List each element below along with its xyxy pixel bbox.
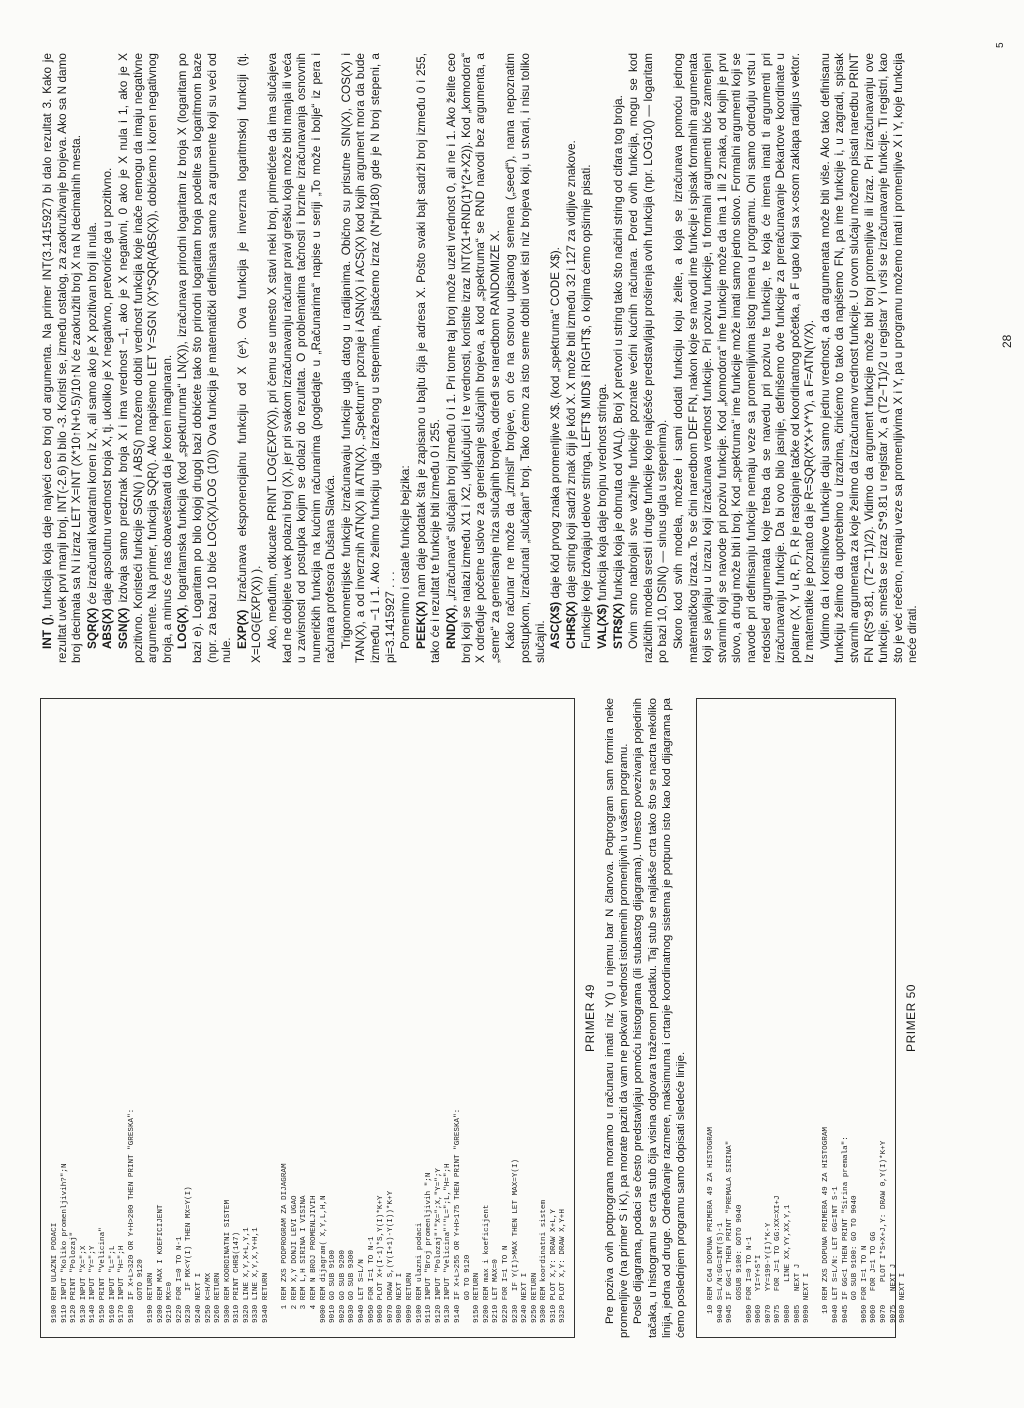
page-number: 28 bbox=[1000, 334, 1014, 348]
code-line: GOSUB 9100: GOTO 9040 bbox=[736, 1204, 744, 1323]
paragraph-text: Ovim smo nabrojali sve važnije funkcije poznate većini kućnih računara. Pored ovih funkcija, mogu se kod različitih modela sresti i druge funkcije koje najčešće predstavljaju proširenja ovih funkcija (npr. LOG10() — logaritam po bazi 10, DSIN() — sinus ugla u stepenima). bbox=[626, 53, 670, 663]
paragraph-text: funkcija koja je obrnuta od VAL(). Broj X pretvori u string tako što načini string od cifara tog broja. bbox=[610, 95, 625, 604]
paragraph bbox=[626, 53, 670, 663]
keyword: ASC(X$) bbox=[548, 601, 563, 649]
code-line: 9080 LINE XX,YY,XX,Y,1 bbox=[783, 1204, 792, 1323]
keyword: ABS(X) bbox=[100, 608, 115, 649]
keyword: CHR$(X) bbox=[563, 601, 578, 649]
code-line: 9070 YY=199-Y(I)*K-Y bbox=[764, 1222, 773, 1323]
code-line: 9220 FOR I=1 TO N bbox=[501, 1245, 510, 1323]
paragraph bbox=[339, 53, 397, 663]
paragraph bbox=[595, 53, 610, 663]
code-line: 9220 FOR I=0 TO N-1 bbox=[175, 1236, 184, 1323]
code-line: 9320 LINE X,Y,X+L,Y,1 bbox=[242, 1227, 251, 1323]
code-line: 9085 NEXT J bbox=[793, 1263, 802, 1323]
code-line: 9000 REM dijagram( X,Y,L,H,N bbox=[319, 1195, 328, 1323]
paragraph-text: Pomenimo i ostale funkcije bejzika: bbox=[398, 465, 413, 649]
code-line: 9130 INPUT "X=";X bbox=[79, 1245, 88, 1323]
keyword: SGN(X) bbox=[115, 607, 130, 649]
paragraph-text: , funkcija koja daje najveći ceo broj od argumenta. Na primer INT(3.1415927) bi dalo rezultat 3. Kako je rezultat uvek prvi manji broj, INT(-2.6) bi bilo -3. Koristi se, između ostalog, za zaokruživanje brojeva. Ako sa N damo broj decimala sa N i izraz LET X=INT (X*10↑N+0.5)/10↑N će zaokružiti broj X na N decimalnih mesta. bbox=[40, 53, 84, 663]
code-line: 9060 YI=Y+S*I bbox=[755, 1254, 764, 1323]
code-line: 9040 S=L/N:GG=INT(S)-1 bbox=[716, 1222, 725, 1323]
code-line: 9090 NEXT I bbox=[803, 1272, 812, 1323]
paragraph bbox=[818, 53, 920, 663]
code-line: GO TO 9120 bbox=[463, 1254, 472, 1323]
code-line: 9170 INPUT "H=";H bbox=[118, 1245, 127, 1323]
code-line: GOTO 9120 bbox=[137, 1259, 146, 1323]
code-line: 9300 REM KOORDINATNI SISTEM bbox=[223, 1199, 232, 1323]
code-line: 9080 NEXT I bbox=[899, 1272, 908, 1323]
code-line: 9240 NEXT I bbox=[194, 1272, 203, 1323]
paragraph-text: Ako, međutim, otkucate PRINT LOG(EXP(X)), pri čemu se umesto X stavi neki broj, primetićete da ima slučajeva kad ne dobijete uvek polazni broj (X), jer pri svakom izračunavanju računar pravi grešku koja može biti manja ili veća u zavisnosti od postupka kojim se dolazi do rezultata. O problematima tačnosti i brzine izračunavanja osnovnih numeričkih funkcija na kućnim računarima (pogledajte u „Računarima“ napise u seriji „To može i bolje“ iz pera i računara profesora Dušana Slavića. bbox=[264, 53, 338, 663]
paragraph-text: Skoro kod svih modela, možete i sami dodati funkciju koju želite, a koja se izračunava pomoću jednog matematičkog izraza. To se čini naredbom DEF FN, nakon koje se navodi ime funkcije i spisak formalnih argumenata koji se javljaju u izrazu koji izračunava vrednost funkcije. Pri pozivu funkcije, ti formalni argumenti biće zamenjeni stvarnim koji se navode pri pozivu funkcije. Kod „komodora“ ime funkcije može da ima 1 ili 2 znaka, od kojih je prvi slovo, a drugi može biti i broj. Kod „spektruma“ ime funkcije može imati samo jedno slovo. Formalni argumenti koji se navode pri definisanju funkcije nemaju veze sa promenljivima istog imena u programu. Oni samo određuju vrstu i redosled argumenata koje treba da se navedu pri pozivu te funkcije, te koja će imena imati ti argumenti pri izračunavanju funkcije. Da bi ovo bilo jasnije, definišemo dve funkcije za preračunavanje Dekartove koordinate u polarne (X, Y u R, F). R je rastojanje tačke od koordinatnog početka, a F ugao koji sa x-osom zaklapa radijus vektor. Iz matematike je poznato da je R=SQR(X*X+Y*Y), a F=ATN(Y/X). bbox=[670, 53, 817, 663]
code-line: 9310 PRINT CHR$(147) bbox=[233, 1231, 242, 1323]
paragraph-text: izdvaja samo predznak broja X i ima vrednost −1, ako je X negativni, 0 ako je X nula i 1, ako je X pozitivno. Koristeći funkcije SGN() i ABS() možemo dobiti vrednost funkcija koje inače nemogu da imaju negativne argumente. Na primer, funkcija SQR(). Ako napišemo LET Y=SGN (X)*SQR(ABS(X)), dobićemo i koren negativnog broja, a minus će nas obaveštavati da je koren imaginaran. bbox=[115, 53, 174, 663]
code-line bbox=[272, 713, 282, 1323]
code-line: 9110 INPUT "Koliko promenljivih?";N bbox=[60, 1163, 69, 1323]
left-column bbox=[40, 698, 1000, 1338]
code-line bbox=[813, 713, 823, 1323]
code-line: 9240 NEXT I bbox=[521, 1272, 530, 1323]
code-line: 9070 PLOT I*S+X+J,Y: DRAW 0,Y(I)*K+Y bbox=[879, 1140, 888, 1323]
code-line: 9320 PLOT X,Y: DRAW X,Y+H bbox=[559, 1209, 568, 1323]
paragraph-text: , „izračunava“ slučajan broj između 0 i 1. Pri tome taj broj može uzeti vrednost 0, ali ne i 1. Ako želite ceo broj koji se nalazi između X1 i X2, uključujući i te vrednosti, koristite izraz INT(X1+RND(1)*(2+X2)). Kod „komodora“ X određuje početne uslove za generisanje slučajnih brojeva, a kod „spektruma“ se RND navodi bez argumenta, a „seme“ za generisanje niza slučajnih brojeva, određi se naredbom RANDOMIZE X. bbox=[444, 53, 502, 663]
code-line: 9070 DRAW S,(Y(I+1)-Y(I))*K+Y bbox=[386, 1190, 395, 1323]
code-line: 9210 MX=0 bbox=[166, 1281, 175, 1323]
paragraph-text: će izračunati kvadratni koren iz X, ali samo ako je X pozitivan broj ili nula. bbox=[84, 222, 99, 608]
code-line: 9250 K=H/MX bbox=[204, 1272, 213, 1323]
paragraph-text: daje kôd prvog znaka promenljive X$. (kod „spektruma“ CODE X$). bbox=[548, 247, 563, 602]
code-line: 9120 INPUT "Polozaj"'"X=";X,"Y=";Y bbox=[434, 1168, 443, 1323]
paragraph-text: izračunava eksponencijalnu funkciju od X (eˣ). Ova funkcija je inverzna logaritmskoj funkciji (tj. X=LOG(EXP(X)) ). bbox=[234, 53, 264, 663]
paragraph-text: Vidimo da i korisnikove funkcije daju samo jednu vrednost, a da argumenata može biti više. Ako tako definisanu funkciju želimo da upotrebimo u izrazima, činićemo to tako da napišemo FN, pa ime funkcije i, u zagradi, spisak stvarnih argumenata za koje želimo da izračunamo vrednost funkcije. U ovom slučaju možemo pisati naredbu PRINT FN R(S*9.81, (T2−T1)/2). Vidimo da argument funkcije može biti broj promenljive ili izraz. Pri izračunavanju ove funkcije, smešta se izraz S*9.81 u registar X, a (T2−T1)/2 u registar Y i vrši se izračunavanje funkcije. Ti registri, kao što je već rečeno, nemaju veze sa promenljivima X i Y, pa u programu možemo imati i promenljive X i Y, koje funkcija neće dirati. bbox=[817, 53, 920, 663]
code-line: 9050 FOR I=0 TO N-1 bbox=[745, 1236, 754, 1323]
code-line: 9045 IF GG<1 THEN PRINT "PREMALA SIRINA" bbox=[726, 1140, 735, 1323]
paragraph bbox=[40, 53, 84, 663]
code-line: 9060 FOR J=1 TO GG bbox=[870, 1231, 879, 1323]
paragraph-text: , logaritamska funkcija (kod „spekturruma“ LN(X)), izračunava prirodni logaritam iz broja X (logaritam po bazi e). Logaritam po bilo kojoj drugoj bazi dobićete tako što prirodni logaritam broja podelite sa logaritmom baze (npr. za bazu 10 biće LOG(X)/LOG (10)) Ova funkcija je matematički definisana samo za argumente koji su veći od nule. bbox=[175, 53, 234, 663]
code-line: 9110 INPUT "Broj promenljivih ";N bbox=[425, 1172, 434, 1323]
caption-primer-50: PRIMER 50 bbox=[904, 984, 919, 1052]
code-line: 4 REM N BROJ PROMENLJIVIH bbox=[310, 1195, 319, 1323]
code-line: GO SUB 9100: GO TO 9040 bbox=[851, 1195, 860, 1323]
paragraph-text: Kako računar ne može da „izmisli“ brojeve, on će na osnovu upisanog semena („seed“), nama nepoznatim postupkom, izračunati „slučajan“ broj. Tako ćemo za isto seme dobiti uvek isti niz brojeva koji, u stvari, i nisu toliko slučajni. bbox=[503, 53, 547, 663]
code-line: 9050 FOR I=1 TO N bbox=[860, 1245, 869, 1323]
code-line: 9130 INPUT "Velicina"'"L=";L,"H=";H bbox=[444, 1163, 453, 1323]
code-line: 9330 LINE X,Y,X,Y+H,1 bbox=[252, 1227, 261, 1323]
code-line: 9075 FOR J=1 TO GG:XX=XI+J bbox=[774, 1195, 783, 1323]
page-marker: 5 bbox=[995, 42, 1006, 48]
paragraph bbox=[398, 53, 413, 663]
code-line: 9020 GO SUB 9200 bbox=[338, 1250, 347, 1323]
keyword: PEEK(X) bbox=[413, 601, 428, 649]
code-line: 9080 NEXT I bbox=[396, 1272, 405, 1323]
paragraph bbox=[414, 53, 443, 663]
paragraph-text: Trigonometrijske funkcije izračunavaju funkcije ugla datog u radijanima. Obično su prisutne SIN(X), COS(X) i TAN(X), a od inverznih ATN(X) ili ATN(X). „Spektrum“ poznaje i ASN(X) i ACS(X) kod kojih argument mora da bude između −1 i 1. Ako želimo funkciju ugla izraženog u stepenima, pišaćemo izraz (N*pi/180) gde je N broj stepeni, a pi=3.1415927 . . . bbox=[338, 53, 397, 663]
keyword: STR$(X) bbox=[610, 603, 625, 649]
code-line: 9030 GO SUB 9300 bbox=[348, 1250, 357, 1323]
paragraph bbox=[564, 53, 579, 663]
code-listing-primer-50 bbox=[696, 698, 908, 1338]
keyword: EXP(X) bbox=[234, 609, 249, 649]
code-line: 10 REM ZXS DOPUNA PRIMERA 49 ZA HISTOGRAM bbox=[822, 1127, 831, 1323]
code-line: 9260 RETURN bbox=[214, 1272, 223, 1323]
code-line: 9150 RETURN bbox=[473, 1272, 482, 1323]
code-line: 9300 REM koordinatni sistem bbox=[540, 1199, 549, 1323]
caption-primer-49: PRIMER 49 bbox=[583, 984, 597, 1052]
code-line: 9160 INPUT "L=";L bbox=[108, 1245, 117, 1323]
paragraph-text: funkcija koja daje brojnu vrednost stringa. bbox=[594, 383, 609, 604]
paragraph bbox=[503, 53, 547, 663]
code-line: 9100 REM ULAZNI PODACI bbox=[51, 1222, 59, 1323]
code-line: 9060 PLOT X+(I-1)*S,Y(I)*K+Y bbox=[377, 1195, 386, 1323]
code-line: 9100 REM ulazni podaci bbox=[415, 1222, 424, 1323]
code-line: 9040 LET S=L/N bbox=[358, 1259, 366, 1323]
code-line: 9180 IF X+L>320 OR Y+H>200 THEN PRINT "GRESKA": bbox=[127, 1108, 136, 1323]
paragraph: Posle dijagrama, podaci se često predstavljaju pomoću histograma (ili stubastog dijagrama). Umesto povezivanja pojedinih tačaka, u histogramu se crta stub čija visina odgovara traženom podatku. Taj stub se najlakše crta tako što se nacrta nekoliko linija, jedna od druge. Određivanje razmere, maksimuma i crtanje koordinatnog sistema je potpuno isto kao kod dijagrama pa ćemo poslednjem programu samo dopisati sledeće linije. bbox=[632, 698, 688, 1338]
code-line: 9010 GO SUB 9100 bbox=[329, 1250, 338, 1323]
paragraph-text: daje string koji sadrži znak čiji je kôd X. X može biti između 32 i 127 za vidljive znakove. bbox=[563, 140, 578, 602]
code-line: 9140 INPUT "Y=";Y bbox=[89, 1245, 98, 1323]
paragraph bbox=[671, 53, 817, 663]
keyword: INT () bbox=[40, 617, 54, 649]
paragraph-text: daje apsolutnu vrednost broja X, tj. ukoliko je X negativno, pretvoriće ga u pozitivno. bbox=[100, 167, 115, 609]
code-line: 9230 IF MX<Y(I) THEN MX=Y(I) bbox=[185, 1186, 194, 1323]
paragraph bbox=[265, 53, 338, 663]
code-line: 9200 REM max i koeficijent bbox=[482, 1204, 491, 1323]
paragraph-text: nam daje podatak šta je zapisano u bajtu čija je adresa X. Pošto svaki bajt sadrži broj između 0 i 255, tako će i rezultat te funkcije biti između 0 i 255. bbox=[413, 53, 443, 663]
keyword: RND(X) bbox=[444, 607, 459, 649]
paragraph bbox=[100, 53, 115, 663]
code-line: 9050 FOR I=1 TO N-1 bbox=[367, 1236, 376, 1323]
paragraph bbox=[548, 53, 563, 663]
code-line: 9120 PRINT "Polozaj" bbox=[70, 1231, 79, 1323]
paragraph: Pre poziva ovih potprograma moramo u računaru imati niz Y() u njemu bar N članova. Potprogram sam formira neke promenljive (na primer S i K), pa morate paziti da vam ne pokvari vrednost istoimenih promenljivih u vašem programu. bbox=[604, 698, 631, 1338]
code-line: 9230 IF Y(I)>MAX THEN LET MAX=Y(I) bbox=[511, 1158, 520, 1323]
code-line: 9045 IF GG<1 THEN PRINT "Sirina premala": bbox=[841, 1136, 850, 1323]
code-line: 9040 LET S=L/N: LET GG=INT S-1 bbox=[831, 1186, 840, 1323]
code-line: 10 REM C64 DOPUNA PRIMERA 49 ZA HISTOGRAM bbox=[707, 1127, 716, 1323]
keyword: LOG(X) bbox=[175, 607, 190, 649]
code-line: 9250 RETURN bbox=[530, 1272, 539, 1323]
code-line: 9340 RETURN bbox=[262, 1272, 271, 1323]
paragraph bbox=[579, 53, 594, 663]
code-line: 9140 IF X+L>255 OR Y+H>175 THEN PRINT "GRESKA": bbox=[453, 1108, 462, 1323]
paragraph bbox=[175, 53, 233, 663]
code-line: 3 REM L,H SIRINA I VISINA bbox=[300, 1195, 309, 1323]
code-line: 9190 RETURN bbox=[146, 1272, 155, 1323]
code-listing-primer-49 bbox=[40, 698, 575, 1338]
paragraph bbox=[611, 53, 626, 663]
paragraph bbox=[85, 53, 100, 663]
keyword: VAL(X$) bbox=[594, 603, 609, 649]
paragraph-text: Funkcije koje izdvajaju delove stringa, LEFT$ MID$ i RIGHT$, o kojima ćemo opširnije pisati. bbox=[579, 164, 594, 649]
code-line: 9210 LET MAX=0 bbox=[492, 1259, 501, 1323]
keyword: SQR(X) bbox=[84, 607, 99, 649]
code-line: 2 REM X,Y DONJI LEVI UGAO bbox=[290, 1195, 299, 1323]
right-column bbox=[40, 53, 1000, 663]
code-line: 1 REM ZXS PODPROGRAM ZA DIJAGRAM bbox=[281, 1163, 290, 1323]
paragraph bbox=[235, 53, 264, 663]
paragraph bbox=[444, 53, 502, 663]
code-line: 9090 RETURN bbox=[405, 1272, 414, 1323]
paragraph bbox=[116, 53, 174, 663]
code-line: 9310 PLOT X,Y: DRAW X+L,Y bbox=[549, 1209, 558, 1323]
code-line: 9150 PRINT "Velicina" bbox=[98, 1227, 107, 1323]
code-line: 9200 REM MAX I KOEFICIJENT bbox=[156, 1204, 165, 1323]
code-line: 9075 NEXT J bbox=[889, 1263, 898, 1323]
